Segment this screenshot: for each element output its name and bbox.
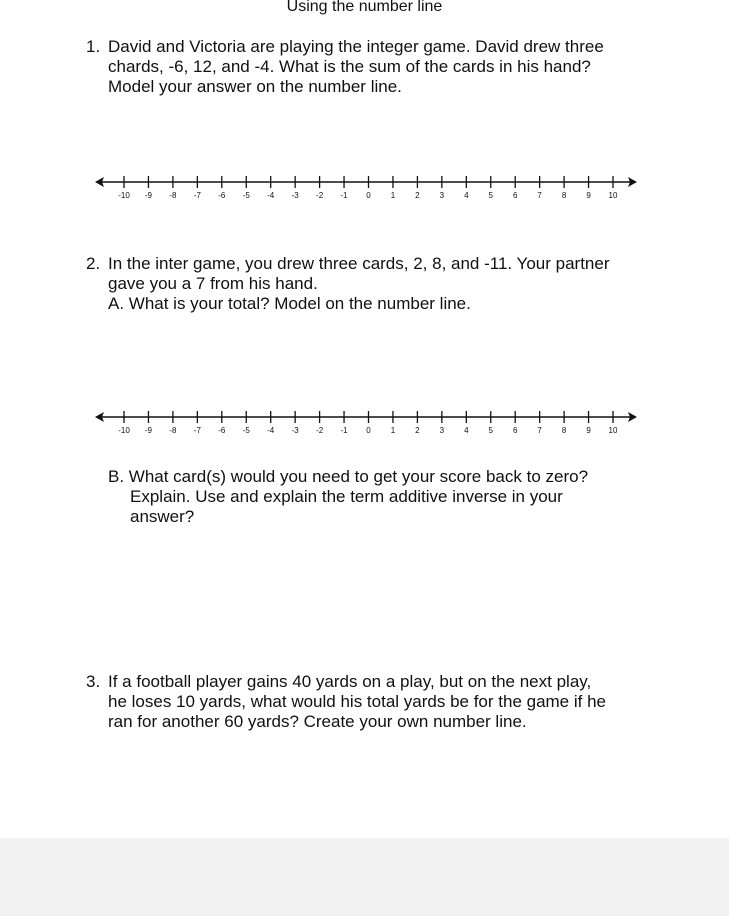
number-line-tick-label: 6 bbox=[512, 426, 518, 435]
question-line: In the inter game, you drew three cards, 2, 8, and -11. Your partner bbox=[108, 254, 610, 273]
question-line: If a football player gains 40 yards on a play, but on the next play, bbox=[108, 672, 592, 691]
number-line-tick-label: -8 bbox=[169, 426, 177, 435]
number-line-tick-label: -1 bbox=[340, 426, 348, 435]
number-line-tick-label: 7 bbox=[537, 191, 542, 200]
question-line: answer? bbox=[130, 507, 195, 526]
question-line: David and Victoria are playing the integer game. David drew three bbox=[108, 37, 604, 56]
number-line-tick-label: 9 bbox=[586, 426, 591, 435]
question-text bbox=[108, 254, 609, 314]
number-line-tick-label: -3 bbox=[291, 426, 299, 435]
number-line-tick-label: -10 bbox=[118, 191, 130, 200]
number-line-tick-label: -1 bbox=[340, 191, 348, 200]
number-line-1 bbox=[94, 172, 639, 204]
number-line-tick-label: -4 bbox=[267, 191, 275, 200]
number-line-tick-label: 5 bbox=[488, 426, 493, 435]
number-line-tick-label: -10 bbox=[118, 426, 130, 435]
page-title: Using the number line bbox=[286, 0, 443, 15]
question-2-part-b bbox=[108, 467, 708, 529]
number-line-tick-label: 3 bbox=[439, 426, 445, 435]
number-line-tick-label: -8 bbox=[169, 191, 177, 200]
number-line-tick-label: 0 bbox=[366, 426, 371, 435]
number-line-tick-label: 8 bbox=[561, 426, 567, 435]
question-line: chards, -6, 12, and -4. What is the sum of the cards in his hand? bbox=[108, 57, 591, 76]
number-line-tick-label: 2 bbox=[415, 191, 420, 200]
number-line-tick-label: -5 bbox=[242, 191, 250, 200]
number-line-svg bbox=[94, 407, 639, 439]
question-3 bbox=[86, 672, 706, 734]
question-text bbox=[108, 672, 606, 732]
number-line-tick-label: 0 bbox=[366, 191, 371, 200]
number-line-tick-label: 6 bbox=[512, 191, 518, 200]
number-line-svg bbox=[94, 172, 639, 204]
number-line-tick-label: 7 bbox=[537, 426, 542, 435]
number-line-tick-label: 8 bbox=[561, 191, 567, 200]
number-line-tick-label: 9 bbox=[586, 191, 591, 200]
number-line-tick-label: -6 bbox=[218, 426, 226, 435]
bottom-margin-area bbox=[0, 838, 729, 916]
number-line-tick-label: -2 bbox=[316, 426, 324, 435]
question-line: he loses 10 yards, what would his total yards be for the game if he bbox=[108, 692, 606, 711]
question-line: ran for another 60 yards? Create your own number line. bbox=[108, 712, 527, 731]
question-line: B. What card(s) would you need to get your score back to zero? bbox=[108, 467, 589, 486]
question-number: 1. bbox=[86, 37, 101, 56]
number-line-tick-label: 5 bbox=[488, 191, 493, 200]
number-line-tick-label: -3 bbox=[291, 191, 299, 200]
number-line-tick-label: 10 bbox=[608, 426, 618, 435]
number-line-tick-label: 2 bbox=[415, 426, 420, 435]
number-line-tick-label: -5 bbox=[242, 426, 250, 435]
number-line-tick-label: 3 bbox=[439, 191, 445, 200]
number-line-tick-label: -7 bbox=[193, 426, 201, 435]
number-line-tick-label: -7 bbox=[193, 191, 201, 200]
number-line-tick-label: 1 bbox=[390, 426, 396, 435]
question-number: 3. bbox=[86, 672, 101, 691]
number-line-2 bbox=[94, 407, 639, 439]
question-line: Explain. Use and explain the term additive inverse in your bbox=[130, 487, 563, 506]
question-line: Model your answer on the number line. bbox=[108, 77, 402, 96]
number-line-tick-label: 10 bbox=[608, 191, 618, 200]
question-line: A. What is your total? Model on the number line. bbox=[108, 294, 471, 313]
number-line-tick-label: 4 bbox=[464, 426, 469, 435]
question-text bbox=[108, 37, 604, 97]
number-line-tick-label: -9 bbox=[144, 426, 153, 435]
number-line-tick-label: -2 bbox=[316, 191, 324, 200]
number-line-tick-label: 4 bbox=[464, 191, 469, 200]
question-line: gave you a 7 from his hand. bbox=[108, 274, 318, 293]
question-2 bbox=[86, 254, 706, 316]
number-line-tick-label: -4 bbox=[267, 426, 275, 435]
number-line-tick-label: -6 bbox=[218, 191, 226, 200]
number-line-tick-label: 1 bbox=[390, 191, 396, 200]
number-line-tick-label: -9 bbox=[144, 191, 153, 200]
question-number: 2. bbox=[86, 254, 101, 273]
question-1 bbox=[86, 37, 706, 99]
